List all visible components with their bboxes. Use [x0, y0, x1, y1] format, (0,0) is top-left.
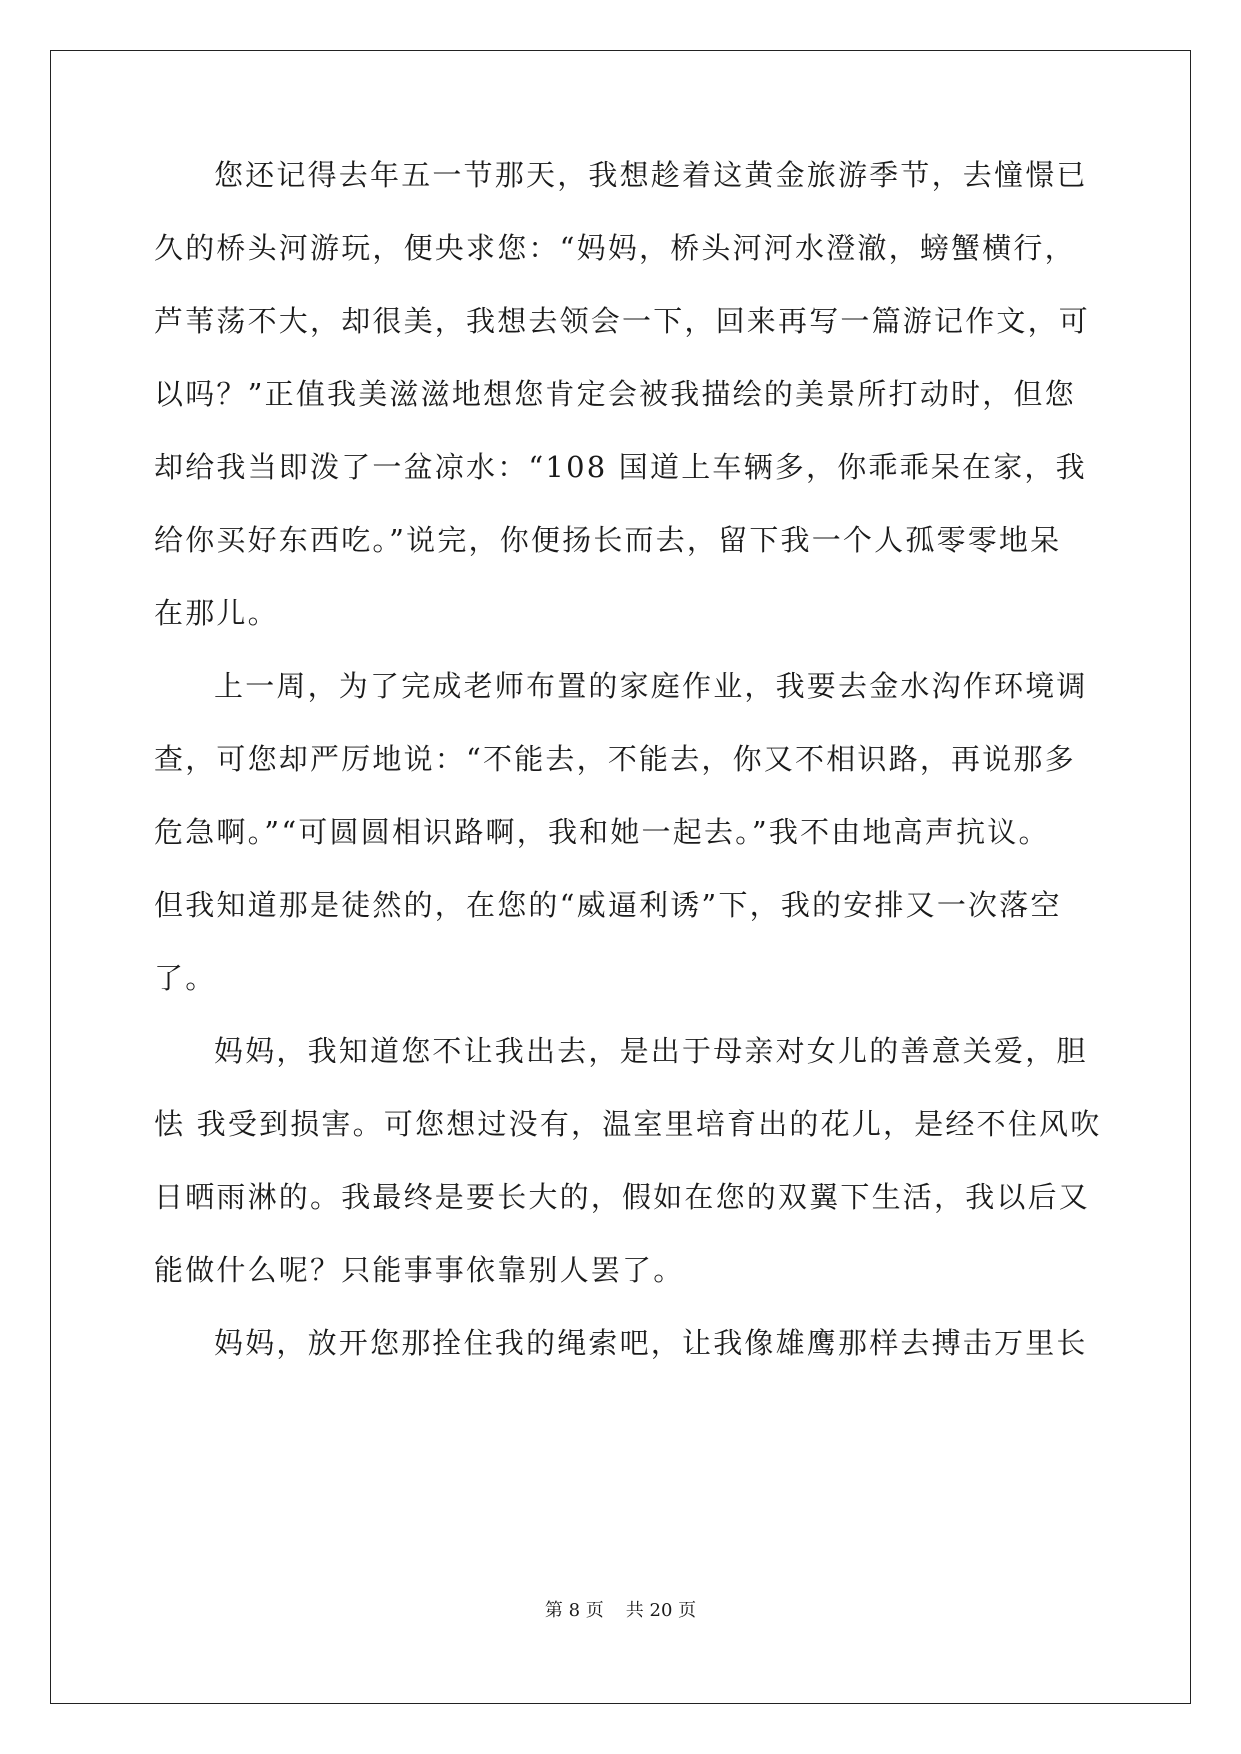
text-line: 怯 我受到损害。可您想过没有，温室里培育出的花儿，是经不住风吹 — [154, 1107, 1102, 1141]
text-line: 日晒雨淋的。我最终是要长大的，假如在您的双翼下生活，我以后又 — [154, 1180, 1091, 1214]
text-line: 能做什么呢？只能事事依靠别人罢了。 — [154, 1253, 685, 1287]
page-footer — [0, 1600, 1241, 1622]
text-line: 危急啊。”“可圆圆相识路啊，我和她一起去。”我不由地高声抗议。 — [154, 815, 1050, 849]
text-line: 妈妈，我知道您不让我出去，是出于母亲对女儿的善意关爱，胆 — [214, 1034, 1088, 1068]
text-line: 在那儿。 — [154, 596, 279, 630]
text-line: 了。 — [154, 961, 217, 995]
text-line: 以吗？”正值我美滋滋地想您肯定会被我描绘的美景所打动时，但您 — [154, 377, 1076, 411]
page-total: 共 20 页 — [625, 1600, 697, 1621]
page-border — [50, 50, 1191, 1704]
text-line: 却给我当即泼了一盆凉水：“108 国道上车辆多，你乖乖呆在家，我 — [154, 450, 1087, 484]
text-line: 芦苇荡不大，却很美，我想去领会一下，回来再写一篇游记作文，可 — [154, 304, 1091, 338]
text-line: 上一周，为了完成老师布置的家庭作业，我要去金水沟作环境调 — [214, 669, 1088, 703]
text-line: 妈妈，放开您那拴住我的绳索吧，让我像雄鹰那样去搏击万里长 — [214, 1326, 1088, 1360]
text-line: 给你买好东西吃。”说完，你便扬长而去，留下我一个人孤零零地呆 — [154, 523, 1062, 557]
page-number: 第 8 页 — [544, 1600, 604, 1621]
text-line: 但我知道那是徒然的，在您的“威逼利诱”下，我的安排又一次落空 — [154, 888, 1062, 922]
text-line: 查，可您却严厉地说：“不能去，不能去，你又不相识路，再说那多 — [154, 742, 1076, 776]
text-line: 久的桥头河游玩，便央求您：“妈妈，桥头河河水澄澈，螃蟹横行， — [154, 231, 1076, 265]
text-line: 您还记得去年五一节那天，我想趁着这黄金旅游季节，去憧憬已 — [214, 158, 1088, 192]
